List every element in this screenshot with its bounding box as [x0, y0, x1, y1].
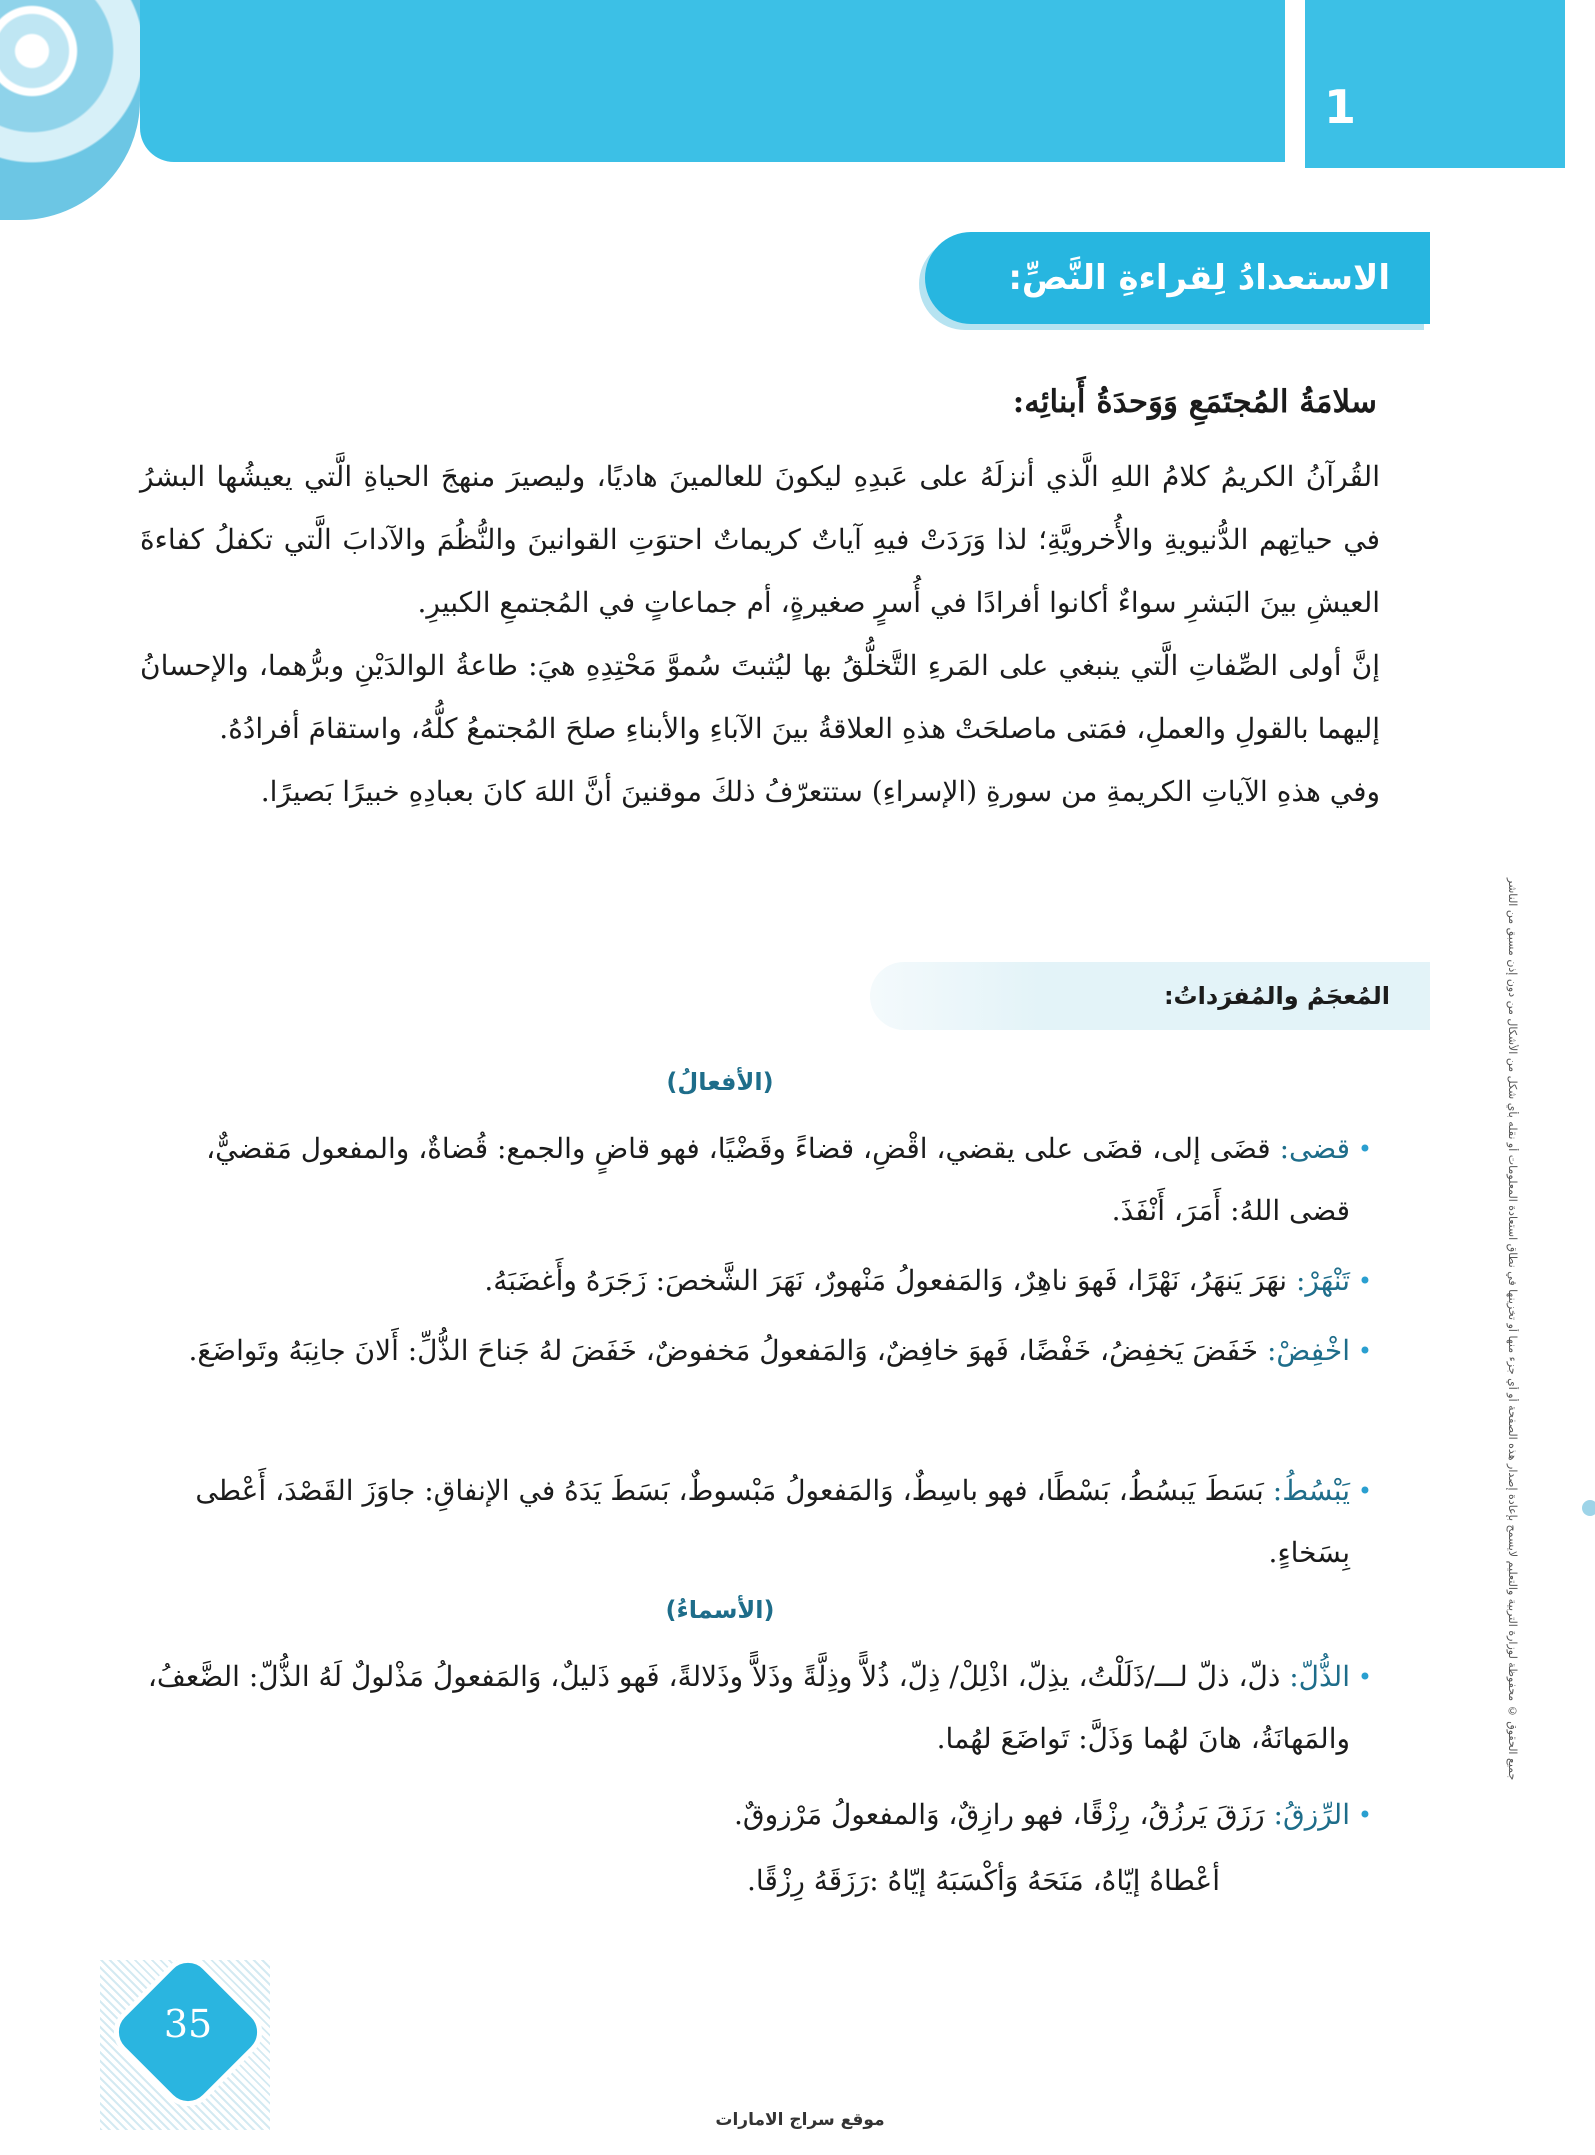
nouns-heading: (الأسماءُ): [665, 1596, 775, 1624]
vocab-title: المُعجَمُ والمُفرَداتُ:: [1163, 982, 1390, 1010]
vocab-term: الذُّلّ:: [1289, 1660, 1350, 1693]
vocab-term: اخْفِضْ:: [1267, 1334, 1350, 1367]
intro-paragraph: وفي هذهِ الآياتِ الكريمةِ من سورةِ (الإسراءِ) ستتعرّفُ ذلكَ موقنينَ أنَّ اللهَ كانَ بعبادِهِ خبيرًا بَصيرًا.: [260, 775, 1380, 808]
bullet-icon: •: [1357, 1801, 1372, 1829]
vocab-definition: خَفَضَ يَخفِضُ، خَفْضًا، فَهوَ خافِضٌ، وَالمَفعولُ مَخفوضٌ، خَفَضَ لهُ جَناحَ الذُّلِّ: أَلانَ جانِبَهُ وتَواضَعَ.: [188, 1334, 1259, 1367]
header-band: [140, 0, 1285, 162]
verbs-heading: (الأفعالُ): [666, 1068, 774, 1096]
bullet-icon: •: [1357, 1267, 1372, 1295]
decorative-circle: [0, 0, 140, 220]
intro-text: [140, 445, 1380, 823]
vocab-entry: [140, 1646, 1372, 1770]
vocab-entry: [140, 1320, 1372, 1382]
section-title-pill: [925, 232, 1430, 324]
bullet-icon: •: [1357, 1337, 1372, 1365]
vocab-entry: [140, 1784, 1372, 1846]
copyright-side-note: جميع الحقوق © محفوظة لوزارة التربية والتعليم لايسمح بإعادة إصدار هذه الصفحة أو أي جزء منها أو تخزينها في نطاق استعادة المعلومات أو نقله بأي شكل من الأشكال من دون إذن مسبق من الناشر: [1506, 877, 1519, 1780]
intro-heading: سلامَةُ المُجتَمَعِ وَوَحدَةُ أَبنائِه:: [1012, 384, 1377, 420]
vocab-extra-line: أعْطاهُ إيّاهُ، مَنَحَهُ وَأكْسَبَهُ إيّاهُ :رَزَقَهُ رِزْقًا.: [747, 1864, 1220, 1897]
bullet-icon: •: [1357, 1477, 1372, 1505]
intro-paragraph: القُرآنُ الكريمُ كلامُ اللهِ الَّذي أنزلَهُ على عَبدِهِ ليكونَ للعالمينَ هاديًا، وليصيرَ منهجَ الحياةِ الَّتي يعيشُها البشرُ في حياتِهم الدُّنيويةِ والأُخرويَّةِ؛ لذا وَرَدَتْ فيهِ آياتٌ كريماتٌ احتوَتِ القوانينَ والنُّظُمَ والآدابَ الَّتي تكفلُ كفاءةَ العيشِ بينَ البَشرِ سواءٌ أكانوا أفرادًا في أُسرٍ صغيرةٍ، أم جماعاتٍ في المُجتمعِ الكبيرِ.: [140, 460, 1380, 619]
vocab-definition: قضَى إلى، قضَى على يقضي، اقْضِ، قضاءً وقَضْيًا، فهو قاضٍ والجمع: قُضاةٌ، والمفعول مَقضيٌّ، قضى اللهُ: أَمَرَ، أَنْفَذَ.: [206, 1132, 1350, 1227]
vocab-entry: [140, 1118, 1372, 1242]
vocab-title-pill: [870, 962, 1430, 1030]
section-title: الاستعدادُ لِقراءةِ النَّصِّ:: [1008, 258, 1390, 298]
vocab-term: الرِّزقُ:: [1273, 1798, 1350, 1831]
vocab-definition: رَزَقَ يَرزُقُ، رِزْقًا، فهو رازِقٌ، وَالمفعولُ مَرْزوقٌ.: [733, 1798, 1265, 1831]
vocab-definition: بَسَطَ يَبسُطُ، بَسْطًا، فهو باسِطٌ، وَالمَفعولُ مَبْسوطٌ، بَسَطَ يَدَهُ في الإنفاقِ: جاوَزَ القَصْدَ، أَعْطى بِسَخاءٍ.: [195, 1474, 1350, 1569]
vocab-term: تَنْهَرْ:: [1295, 1264, 1350, 1297]
page-number: 35: [163, 2002, 213, 2046]
chapter-strip: [1565, 0, 1595, 168]
side-dot: [1582, 1500, 1595, 1516]
vocab-entry: [140, 1250, 1372, 1312]
bullet-icon: •: [1357, 1135, 1372, 1163]
vocab-term: قضى:: [1279, 1132, 1350, 1165]
vocab-definition: ذلّ، ذلّ لـــ/ذَلَلْتُ، يذِلّ، اذْلِلْ/ ذِلّ، ذُلاًّ وذِلَّةً وذَلاًّ وذَلالةً، فَهو ذَليلٌ، وَالمَفعولُ مَذْلولٌ لَهُ الذُّلّ: الضَّعفُ، والمَهانَةُ، هانَ لهُما وَذَلَّ: تَواضَعَ لهُما.: [147, 1660, 1350, 1755]
intro-paragraph: إنَّ أولى الصِّفاتِ الَّتي ينبغي على المَرءِ التَّخلُّقُ بها ليُثبتَ سُموَّ مَحْتِدِهِ هيَ: طاعةُ الوالدَيْنِ وبرُّهما، والإحسانُ إليهما بالقولِ والعملِ، فمَتى ماصلحَتْ هذهِ العلاقةُ بينَ الآباءِ والأبناءِ صلحَ المُجتمعُ كلُّهُ، واستقامَ أفرادُهُ.: [140, 649, 1380, 745]
chapter-number: 1: [1323, 80, 1356, 134]
vocab-entry: [140, 1460, 1372, 1584]
vocab-term: يَبْسُطُ:: [1272, 1474, 1350, 1507]
bullet-icon: •: [1357, 1663, 1372, 1691]
vocab-definition: نهَرَ يَنهَرُ، نَهْرًا، فَهوَ ناهِرٌ، وَالمَفعولُ مَنْهورٌ، نَهَرَ الشَّخصَ: زَجَرَهُ وأَغضَبَهُ.: [484, 1264, 1288, 1297]
footer-site-name: موقع سراج الامارات: [715, 2110, 885, 2130]
